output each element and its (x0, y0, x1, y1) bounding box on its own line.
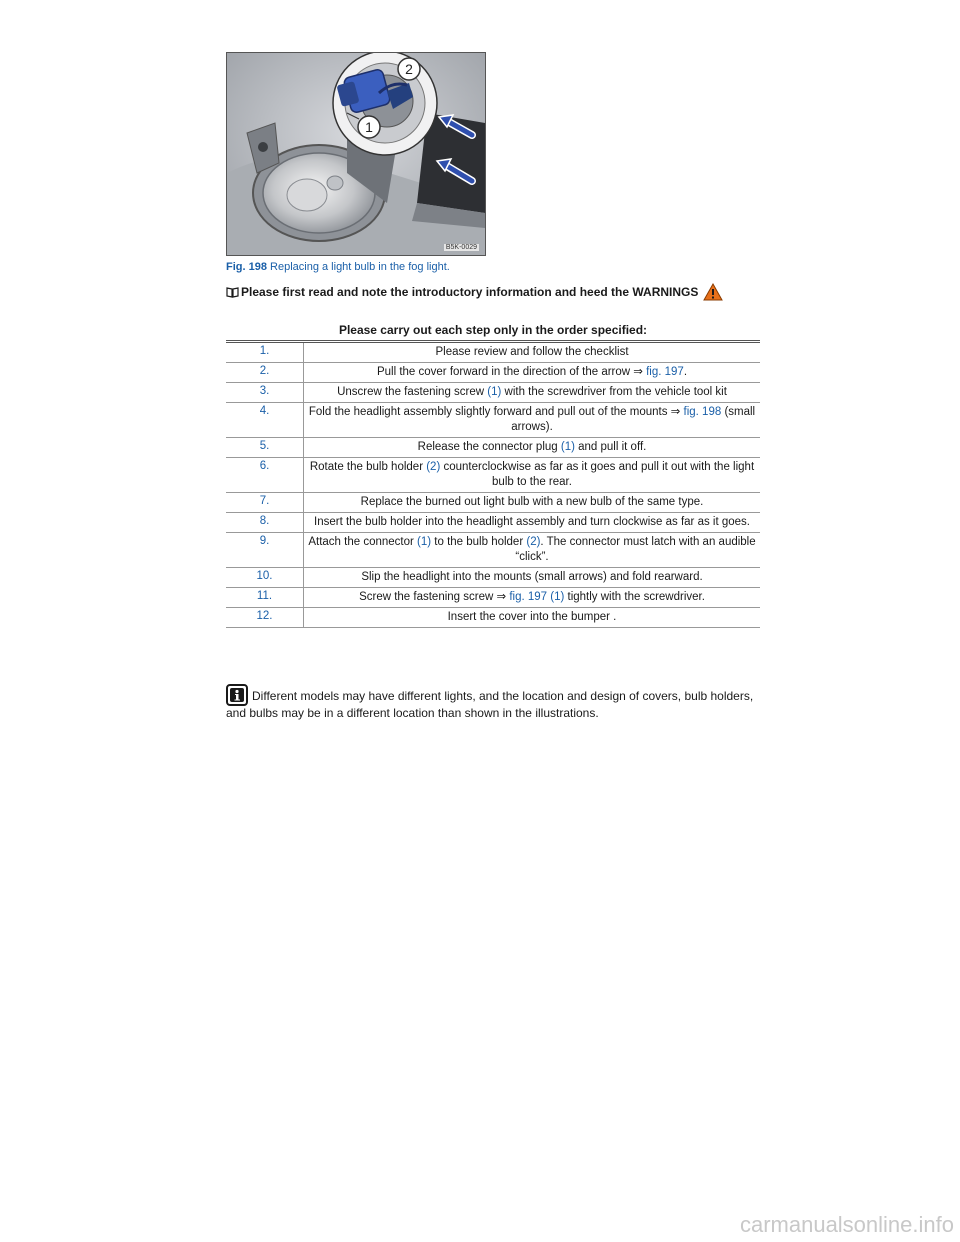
step-row (226, 588, 760, 608)
step-text-segment: Slip the headlight into the mounts (small arrows) and fold rearward. (361, 571, 703, 583)
step-text-segment: Unscrew the fastening screw (337, 386, 488, 398)
cross-reference-link[interactable]: (2) (526, 536, 541, 548)
cross-reference-link[interactable]: (1) (487, 386, 502, 398)
step-text-segment: Attach the connector (308, 536, 418, 548)
step-text-segment: Replace the burned out light bulb with a new bulb of the same type. (360, 496, 704, 508)
step-row (226, 513, 760, 533)
step-row (226, 458, 760, 493)
step-text (304, 608, 761, 628)
step-text (304, 403, 761, 438)
step-row (226, 403, 760, 438)
cross-reference-link[interactable]: (2) (426, 461, 441, 473)
info-icon (226, 684, 248, 706)
step-row (226, 363, 760, 383)
step-text (304, 438, 761, 458)
step-row (226, 383, 760, 403)
step-number: 8. (226, 513, 304, 533)
step-number: 6. (226, 458, 304, 493)
fog-light-illustration (227, 53, 485, 255)
step-text (304, 588, 761, 608)
step-text-segment: Rotate the bulb holder (309, 461, 427, 473)
step-row (226, 568, 760, 588)
info-note (226, 684, 766, 721)
cross-reference-link[interactable]: (1) (560, 441, 575, 453)
book-icon (226, 287, 239, 298)
step-text-segment: counterclockwise as far as it goes and pull it out with the light bulb to the rear. (440, 461, 755, 488)
step-number: 5. (226, 438, 304, 458)
step-text (304, 493, 761, 513)
svg-text:2: 2 (405, 61, 413, 77)
step-text-segment: tightly with the screwdriver. (564, 591, 705, 603)
step-number: 10. (226, 568, 304, 588)
step-row (226, 533, 760, 568)
cross-reference-link[interactable]: (1) (417, 536, 432, 548)
step-number: 9. (226, 533, 304, 568)
figure-caption-number: Fig. 198 (226, 261, 267, 273)
step-row (226, 608, 760, 628)
svg-text:1: 1 (365, 119, 373, 135)
warning-triangle-icon[interactable] (703, 283, 723, 301)
step-number: 11. (226, 588, 304, 608)
step-text (304, 458, 761, 493)
step-number: 4. (226, 403, 304, 438)
step-text-segment: to the bulb holder (431, 536, 527, 548)
step-text (304, 383, 761, 403)
step-text-segment: Pull the cover forward in the direction of the arrow ⇒ (376, 366, 647, 378)
intro-warning-line (226, 283, 723, 301)
step-text-segment: with the screwdriver from the vehicle tool kit (501, 386, 727, 398)
step-text-segment: Insert the cover into the bumper . (447, 611, 617, 623)
step-row (226, 493, 760, 513)
figure-caption (226, 261, 450, 273)
step-text (304, 513, 761, 533)
step-text (304, 363, 761, 383)
step-text-segment: Screw the fastening screw ⇒ (359, 591, 510, 603)
step-text (304, 533, 761, 568)
fog-light-figure (226, 52, 486, 256)
info-note-text: Different models may have different lights, and the location and design of covers, bulb holders, and bulbs may be in a different location than shown in the illustrations. (226, 689, 754, 720)
step-text-segment: . The connector must latch with an audible “click”. (515, 536, 756, 563)
step-row (226, 438, 760, 458)
step-number: 12. (226, 608, 304, 628)
figure-code: B5K-0029 (445, 244, 477, 251)
step-text (304, 342, 761, 363)
figure-caption-text: Replacing a light bulb in the fog light. (270, 261, 450, 273)
cross-reference-link[interactable]: fig. 197 (1) (509, 591, 565, 603)
watermark: carmanualsonline.info (739, 1212, 954, 1237)
step-row (226, 342, 760, 363)
step-number: 7. (226, 493, 304, 513)
step-text-segment: Insert the bulb holder into the headlight assembly and turn clockwise as far as it goes. (314, 516, 750, 528)
step-text-segment: . (683, 366, 688, 378)
cross-reference-link[interactable]: fig. 197 (646, 366, 684, 378)
step-text-segment: Fold the headlight assembly slightly forward and pull out of the mounts ⇒ (308, 406, 684, 418)
steps-table (226, 340, 760, 628)
step-text-segment: Please review and follow the checklist (435, 346, 629, 358)
steps-heading: Please carry out each step only in the order specified: (338, 323, 648, 337)
step-number: 2. (226, 363, 304, 383)
step-text-segment: and pull it off. (574, 441, 647, 453)
cross-reference-link[interactable]: fig. 198 (683, 406, 722, 418)
step-text (304, 568, 761, 588)
step-text-segment: (small arrows). (511, 406, 756, 433)
step-number: 1. (226, 342, 304, 363)
step-text-segment: Release the connector plug (417, 441, 561, 453)
step-number: 3. (226, 383, 304, 403)
intro-text: Please first read and note the introductory information and heed the WARNINGS (241, 285, 699, 299)
